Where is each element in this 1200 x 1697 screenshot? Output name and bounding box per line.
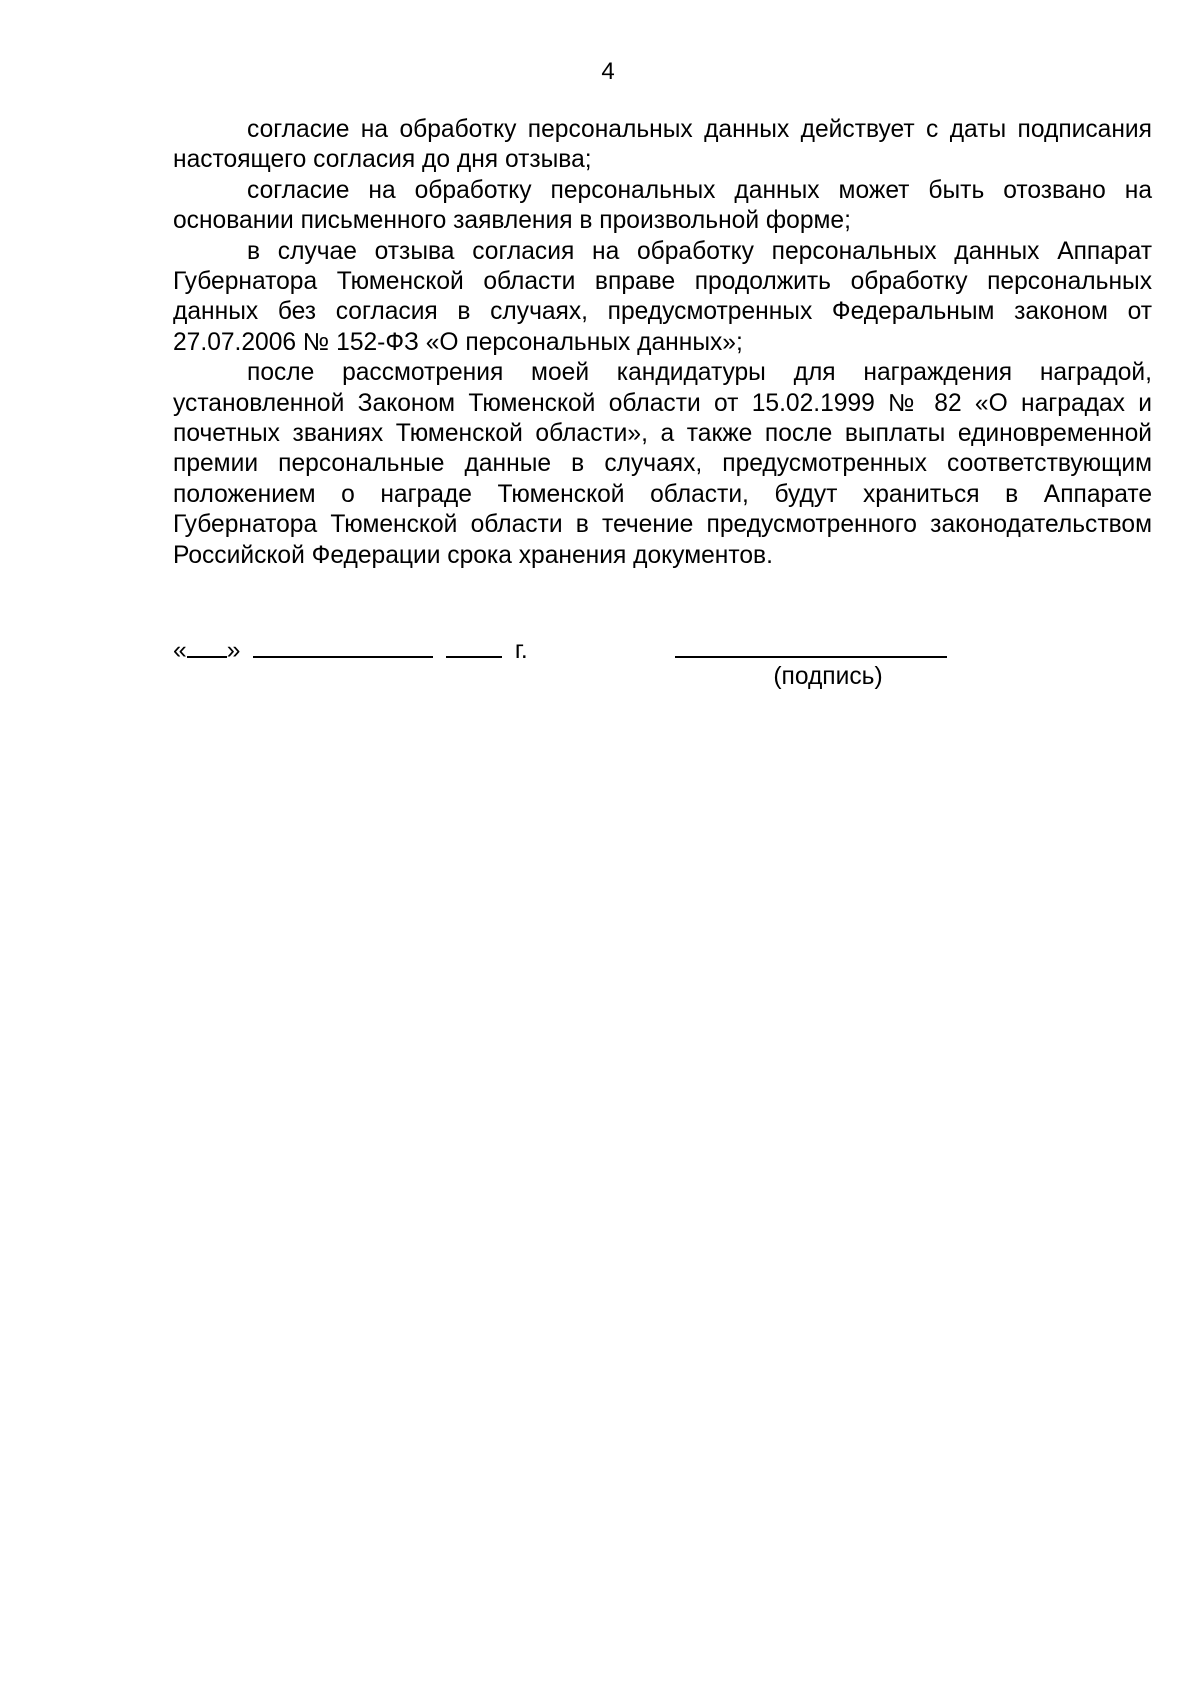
paragraph-consent-revocation: согласие на обработку персональных данных может быть отозвано на основании письменного заявления в произвольной форме; xyxy=(173,176,1152,235)
year-blank-line xyxy=(446,632,502,658)
signature-block xyxy=(173,632,1152,702)
signature-label: (подпись) xyxy=(773,663,883,690)
signature-blank-line xyxy=(675,632,947,658)
date-close-quote: » xyxy=(226,637,241,664)
year-suffix: г. xyxy=(514,637,528,664)
document-body xyxy=(173,115,1152,571)
date-open-quote: « xyxy=(173,637,187,664)
paragraph-processing-after-revocation: в случае отзыва согласия на обработку персональных данных Аппарат Губернатора Тюменской области вправе продолжить обработку персональных данных без согласия в случаях, предусмотренных Федеральным законом от 27.07.2006 № 152-ФЗ «О персональных данных»; xyxy=(173,237,1152,356)
page-number: 4 xyxy=(601,58,615,85)
month-blank-line xyxy=(253,632,433,658)
day-blank-line xyxy=(187,632,227,658)
date-field-group xyxy=(173,632,528,666)
paragraph-consent-validity: согласие на обработку персональных данных действует с даты подписания настоящего согласия до дня отзыва; xyxy=(173,116,1152,174)
paragraph-data-retention: после рассмотрения моей кандидатуры для награждения наградой, установленной Законом Тюменской области от 15.02.1999 № 82 «О наградах и почетных званиях Тюменской области», а также после выплаты единовременной премии персональные данные в случаях, предусмотренных соответствующим положением о награде Тюменской области, будут храниться в Аппарате Губернатора Тюменской области в течение предусмотренного законодательством Российской Федерации срока хранения документов. xyxy=(173,359,1152,569)
